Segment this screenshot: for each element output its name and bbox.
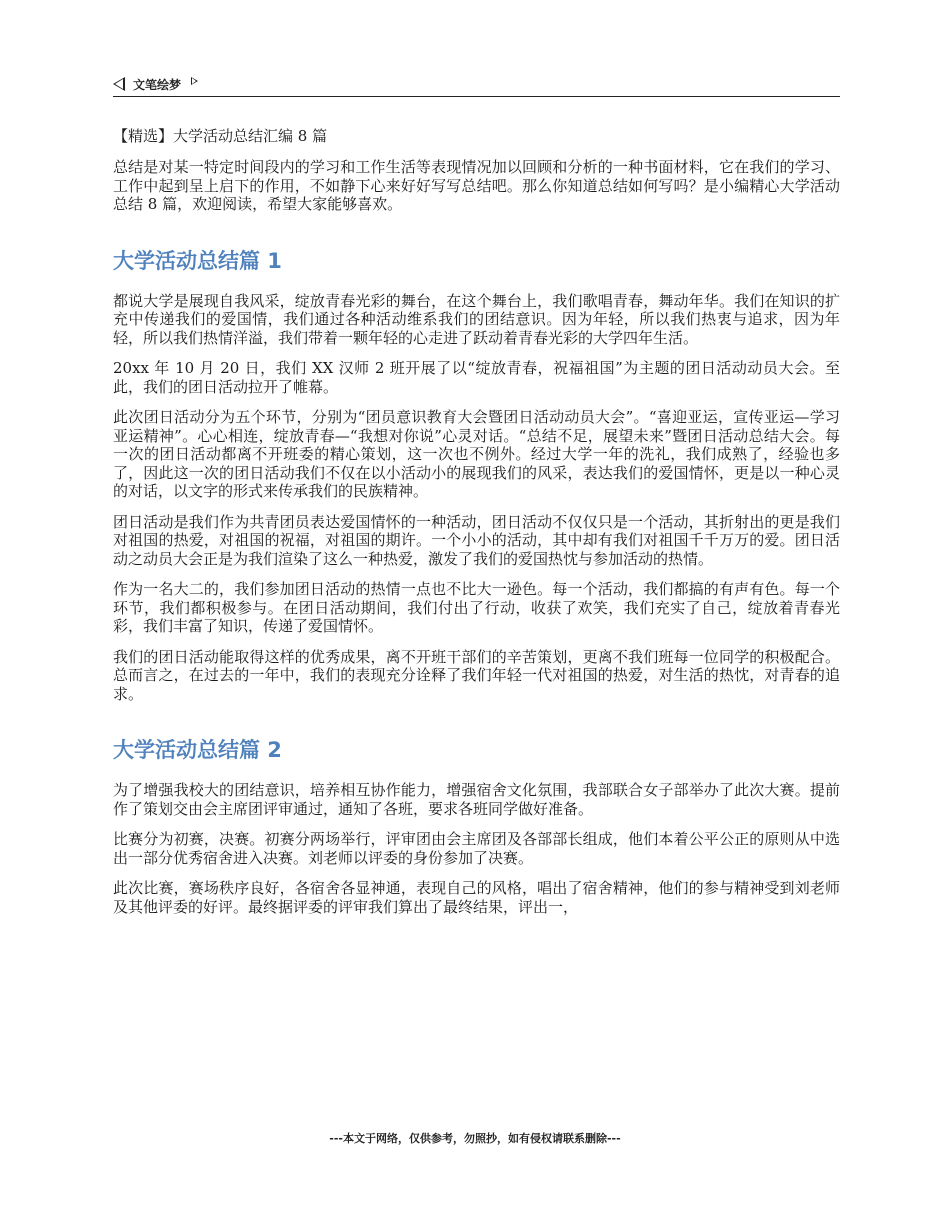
section-1-paragraph: 此次团日活动分为五个环节，分别为“团员意识教育大会暨团日活动动员大会”。“喜迎亚运，宣传亚运—学习亚运精神”。心心相连，绽放青春—“我想对你说”心灵对话。“总结不足，展望未来”暨团日活动总结大会。每一次的团日活动都离不开班委的精心策划，这一次也不例外。经过大学一年的洗礼，我们成熟了，经验也多了，因此这一次的团日活动我们不仅在以小活动小的展现我们的风采，表达我们的爱国情怀，更是以一种心灵的对话，以文字的形式来传承我们的民族精神。 — [113, 408, 840, 500]
page-header — [113, 72, 840, 97]
section-1-paragraph: 20xx 年 10 月 20 日，我们 XX 汉师 2 班开展了以“绽放青春，祝福祖国”为主题的团日活动动员大会。至此，我们的团日活动拉开了帷幕。 — [113, 359, 840, 396]
document-page — [113, 0, 840, 1230]
section-1-paragraph: 我们的团日活动能取得这样的优秀成果，离不开班干部们的辛苦策划，更离不我们班每一位同学的积极配合。总而言之，在过去的一年中，我们的表现充分诠释了我们年轻一代对祖国的热爱，对生活的热忱，对青春的追求。 — [113, 647, 840, 703]
document-title: 【精选】大学活动总结汇编 8 篇 — [113, 127, 328, 145]
page-footer: ---本文于网络，仅供参考，勿照抄，如有侵权请联系删除--- — [329, 1132, 621, 1145]
section-1-paragraph: 作为一名大二的，我们参加团日活动的热情一点也不比大一逊色。每一个活动，我们都搞的有声有色。每一个环节，我们都积极参与。在团日活动期间，我们付出了行动，收获了欢笑，我们充实了自己，绽放着青春光彩，我们丰富了知识，传递了爱国情怀。 — [113, 580, 840, 635]
triangle-right-icon — [191, 77, 198, 85]
section-1-paragraph: 都说大学是展现自我风采，绽放青春光彩的舞台，在这个舞台上，我们歌唱青春，舞动年华。我们在知识的扩充中传递我们的爱国情，我们通过各种活动维系我们的团结意识。因为年轻，所以我们热衷与追求，因为年轻，所以我们热情洋溢，我们带着一颗年轻的心走进了跃动着青春光彩的大学四年生活。 — [113, 291, 840, 347]
section-2-paragraph: 比赛分为初赛，决赛。初赛分两场举行，评审团由会主席团及各部部长组成，他们本着公平公正的原则从中选出一部分优秀宿舍进入决赛。刘老师以评委的身份参加了决赛。 — [113, 830, 840, 867]
section-heading-1: 大学活动总结篇 1 — [113, 248, 282, 273]
intro-paragraph: 总结是对某一特定时间段内的学习和工作生活等表现情况加以回顾和分析的一种书面材料，它在我们的学习、工作中起到呈上启下的作用，不如静下心来好好写写总结吧。那么你知道总结如何写吗？是小编精心大学活动总结 8 篇，欢迎阅读，希望大家能够喜欢。 — [113, 158, 840, 213]
header-brand: 文笔绘梦 — [133, 77, 182, 92]
section-heading-2: 大学活动总结篇 2 — [113, 738, 282, 762]
section-1-paragraph: 团日活动是我们作为共青团员表达爱国情怀的一种活动，团日活动不仅仅只是一个活动，其折射出的更是我们对祖国的热爱，对祖国的祝福，对祖国的期许。一个小小的活动，其中却有我们对祖国千千万万的爱。团日活动之动员大会正是为我们渲染了这么一种热爱，激发了我们的爱国热忱与参加活动的热情。 — [113, 512, 840, 568]
triangle-left-icon — [113, 77, 125, 91]
section-2-paragraph: 为了增强我校大的团结意识，培养相互协作能力，增强宿舍文化氛围，我部联合女子部举办了此次大赛。提前作了策划交由会主席团评审通过，通知了各班，要求各班同学做好准备。 — [113, 781, 840, 818]
document-body — [113, 126, 840, 928]
section-2-paragraph: 此次比赛，赛场秩序良好，各宿舍各显神通，表现自己的风格，唱出了宿舍精神，他们的参与精神受到刘老师及其他评委的好评。最终据评委的评审我们算出了最终结果，评出一， — [113, 879, 840, 916]
